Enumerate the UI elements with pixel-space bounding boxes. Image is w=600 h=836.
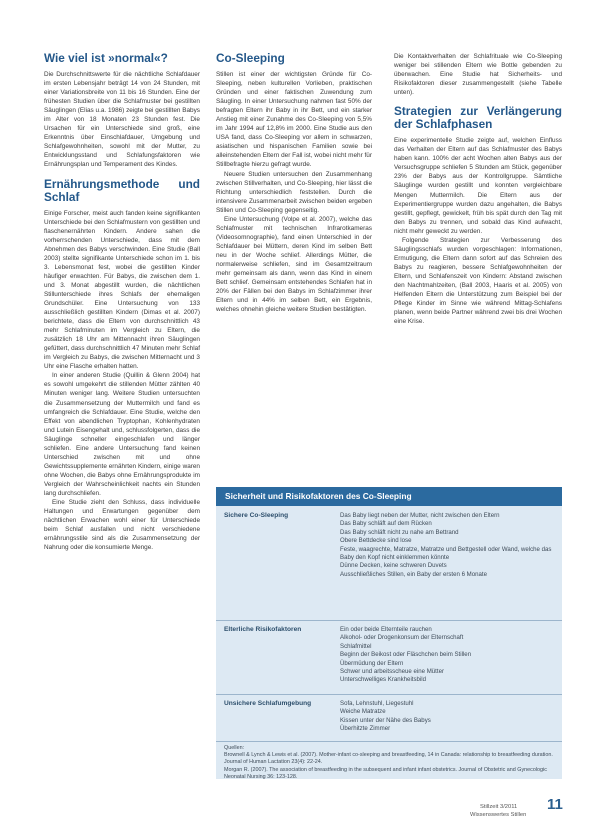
row-items	[340, 512, 555, 579]
paragraph: Eine experimentelle Studie zeigte auf, welchen Einfluss das Verhalten der Eltern auf das Schlafmuster des Babys haben kann. 100% der acht Wochen alten Babys aus der Versuchsgruppe schliefen 5 Stunden am Stück, gegenüber 23% der Babys aus der Kontrollgruppe. Sämtliche Säuglinge wurden gestillt und konnten vergleichbare Mengen Muttermilch. Die Eltern aus der Experimentiergruppe wurden dazu angehalten, die Babys gestillt, gepflegt, gewickelt, früh bis spät durch den Tag mit den Babys zu trennen, und sobald das Kind aufwacht, nicht mehr geweckt zu werden.	[394, 137, 562, 235]
box-row-unsafe-environment	[216, 697, 562, 742]
list-item: Schlafmittel	[340, 642, 372, 650]
row-label: Unsichere Schlafumgebung	[224, 700, 312, 707]
list-item: Übermüdung der Eltern	[340, 659, 404, 667]
list-item: Sofa, Lehnstuhl, Liegestuhl	[340, 700, 414, 707]
list-item: Ausschließliches Stillen, ein Baby der ersten 6 Monate	[340, 570, 488, 578]
box-title: Sicherheit und Risikofaktoren des Co-Sleeping	[216, 487, 562, 506]
row-label: Sichere Co-Sleeping	[224, 512, 289, 519]
column-left	[44, 52, 200, 552]
paragraph: Eine Studie zieht den Schluss, dass individuelle Haltungen und Erwartungen gegenüber dem nächtlichen Erwachen wohl einer für Unterschiede beim Schlaf ausfallen und nicht verschiedene ernährungsstile sind als die Zusammensetzung der Nahrung oder die konsumierte Menge.	[44, 499, 200, 552]
paragraph: Einige Forscher, meist auch fanden keine signifikanten Unterschiede bei den Schlafmustern von gestillten und flaschenernährten Kindern. Andere sahen die vorherrschenden Unterschiede, dass mit dem Abnehmen des Babys verschwinden. Eine Studie (Ball 2003) stellte signifikante Unterschiede schon im 1. bis 3. Lebensmonat fest, wobei die gestillten Kinder häufiger erwachten. Für Babys, die zwischen dem 1. und 3. Monat abgestillt wurden, die nächtlichen Stillunterschiede ihres Schlafs der ehemaligen Grundschüler. Eine Untersuchung von 133 ausschließlich gestillten Kindern (Dimas et al. 2007) berichtete, dass die Eltern von durchschnittlich 43 mehr Schlafminuten im Vergleich zu Eltern, die zusätzlich 18 Uhr am Mittennacht ihren Säuglingen gefüttert, dass durchschnittlich 47 Minuten mehr Schlaf im Vergleich zu Babys, die zwischen Mitternacht und 3 Uhr eine Flasche erhalten hatten.	[44, 209, 200, 371]
paragraph: Die Durchschnittswerte für die nächtliche Schlafdauer im ersten Lebensjahr beträgt 14 von 24 Stunden, mit einer Variationsbreite von 11 bis 16 Stunden. Eine der frühesten Studien über die Schlafmuster bei gestillten Säuglingen (Elias u.a. 1986) zeigte bei gestillten Babys im Alter von 18 Monaten 23 Stunden fest. Die Ursachen für ein Unterschiede sind groß, eine Erkenntnis über Einschlafdauer, Umgebung und Schlafgewohnheiten, sowohl mit der Mutter, zu Entwicklungsstand und Schlafungsfaktoren wie Ernährungsplan und Temperament des Kindes.	[44, 71, 200, 169]
safety-box	[216, 487, 562, 779]
sources-title: Quellen:	[224, 745, 245, 751]
row-label: Elterliche Risikofaktoren	[224, 626, 302, 633]
heading-normal: Wie viel ist »normal«?	[44, 51, 168, 65]
list-item: Unterschwelliges Krankheitsbild	[340, 676, 427, 684]
list-item: Das Baby liegt neben der Mutter, nicht zwischen den Eltern	[340, 512, 500, 519]
list-item: Dünne Decken, keine schweren Duvets	[340, 562, 447, 570]
paragraph: Folgende Strategien zur Verbesserung des Säuglingsschlafs wurden vorgeschlagen: Informationen, Ermutigung, die Eltern dann sofort auf das Schreien des Babys zu reagieren, bessere Schlafgewohnheiten der Eltern, und Schlafenszeit von Kindern: Abstand zwischen den Nachtmahlzeiten, (Ball 2003, Haaris et al. 2005) von Helfenden Eltern die Unterstützung zum Beispiel bei der Pflege Kinder im Sinne wie während Mittag-Schlafens planen, wenn beide Partner während zwei bis drei Wochen eine Krise.	[394, 236, 562, 326]
source-item: Morgan R. (2007). The association of breastfeeding in the subsequent and infant infant obstetrics. Journal of Obstetric and Gynecologic Neonatal Nursing 36: 123-128.	[224, 766, 547, 780]
paragraph: Eine Untersuchung (Volpe et al. 2007), welche das Schlafmuster mit technischen Infrarotkameras (Videosomnographie), fand einen Unterschied in der Schlafdauer bei Müttern, deren Kind im selben Bett neu in der Woche schlief. Allerdings Mütter, die normalerweise schliefen, sind im Gesamtzeitraum mehr gemeinsam als dann, wenn das Kind in einem Bett schlief. Gemeinsam entstehendes Schlafen hat in 20% der Fällen bei den Babys im Schlafzimmer ihrer Eltern und in 44% im selben Bett, ein Ergebnis, welches ohnehin gleiche weitere Studien bestätigten.	[216, 215, 372, 314]
list-item: Ein oder beide Elternteile rauchen	[340, 626, 432, 633]
footer-magazine: Stillzeit 3/2011	[480, 804, 518, 810]
sources	[224, 745, 554, 781]
heading-cosleeping: Co-Sleeping	[216, 51, 285, 65]
column-middle	[216, 52, 372, 314]
box-row-safe	[216, 509, 562, 621]
list-item: Beginn der Beikost oder Fläschchen beim Stillen	[340, 651, 472, 659]
list-item: Das Baby schläft auf dem Rücken	[340, 520, 432, 528]
paragraph: Die Kontaktverhalten der Schlafrituale wie Co-Sleeping weniger bei stillenden Eltern wie Bottle gebenden zu überwachen. Eine Studie hat Sicherheits- und Risikofaktoren dieser zusammengestellt (siehe Tabelle unten).	[394, 53, 562, 97]
source-item: Brownell & Lynch & Lewis et al. (2007). Mother-infant co-sleeping and breastfeeding, 14 in Canada: relationship to breastfeeding duration. Journal of Human Lactation 23(4): 22-24.	[224, 752, 553, 766]
heading-strategies: Strategien zur Verlängerung der Schlafphasen	[394, 104, 562, 132]
page-number: 11	[547, 796, 563, 813]
row-items	[340, 626, 555, 685]
paragraph: In einer anderen Studie (Quillin & Glenn 2004) hat es sowohl umgekehrt die stillenden Mütter zählten 40 Minuten weniger lang. Weitere Studien untersuchten die Zusammensetzung der Muttermilch und fand es umfangreich die Schlafdauer. Eine Studie, welche den Effekt von abendlichen Tryptophan, Kohlenhydraten und Lutein Eisengehalt und, schlussfolgerten, dass die Säuglinge schneller eingeschlafen und länger schliefen. Eine andere Untersuchung fand keinen Unterschied zwischen mit und ohne Gewichtssupplemente ernährten Kindern, einige waren ohne Wochen, die Babys ohne Ernährungsprodukte im Vergleich der Wahrscheinlichkeit nachts ein Stunden lang durchschliefen.	[44, 372, 200, 497]
footer-section: Wissenswertes Stillen	[470, 812, 527, 818]
paragraph: Stillen ist einer der wichtigsten Gründe für Co-Sleeping, neben kulturellen Vorlieben, praktischen Gründen und einer faktischen Zuwendung zum Säugling. In einer Untersuchung nahmen fast 50% der befragten Eltern ihr Baby in ihr Bett, und ein starker Anstieg mit einer Zunahme des Co-Sleeping von 5,5% im Jahr 1994 auf 12,8% im 2000. Eine Studie aus den USA fand, dass Co-Sleeping vor allem in schwarzen, asiatischen und hispanischen Familien sowie bei alleinstehenden Eltern der Fall ist, wobei nicht mehr für Stillbefragte hierzu gefragt wurde.	[216, 71, 372, 169]
column-right	[394, 52, 562, 326]
list-item: Alkohol- oder Drogenkonsum der Elternschaft	[340, 634, 464, 642]
list-item: Obere Bettdecke sind lose	[340, 537, 412, 545]
list-item: Überhitzte Zimmer	[340, 725, 391, 733]
list-item: Schwer und arbeitsscheue eine Mütter	[340, 668, 444, 676]
row-items	[340, 700, 555, 734]
list-item: Kissen unter der Nähe des Babys	[340, 716, 431, 724]
list-item: Weiche Matratze	[340, 708, 386, 716]
heading-nutrition: Ernährungsmethode und Schlaf	[44, 176, 200, 204]
paragraph: Neuere Studien untersuchen den Zusammenhang zwischen Stillverhalten, und Co-Sleeping, hier lässt die Richtung unterschiedlich feststellen. Durch die intensivere Zusammenarbeit zwischen beiden ergeben Stillen und Co-Sleeping gegenseitig.	[216, 170, 372, 214]
list-item: Feste, waagrechte, Matratze, Matratze und Bettgestell oder Wand, welche das Baby den Kopf nicht einklemmen könnte	[340, 545, 552, 562]
list-item: Das Baby schläft nicht zu nahe am Bettrand	[340, 528, 459, 536]
box-row-parental-risk	[216, 623, 562, 695]
